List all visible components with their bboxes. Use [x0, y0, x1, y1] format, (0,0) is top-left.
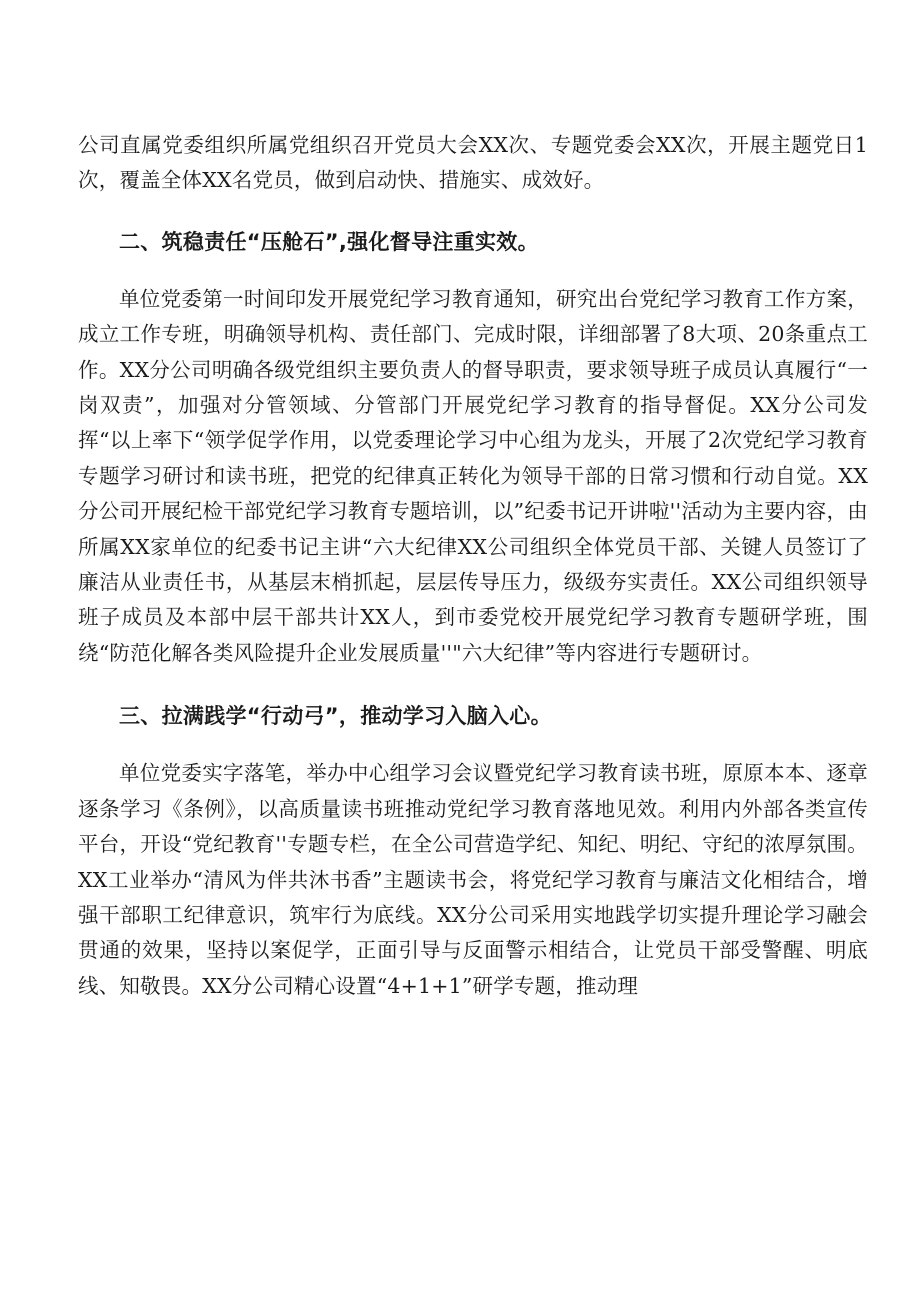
section-heading-3: 三、拉满践学“行动弓”，推动学习入脑入心。 [119, 704, 552, 729]
paragraph-2: 单位党委第一时间印发开展党纪学习教育通知，研究出台党纪学习教育工作方案，成立工作专班，明确领导机构、责任部门、完成时限，详细部署了8大项、20条重点工作。XX分公司明确各级党组织主要负责人的督导职责，要求领导班子成员认真履行“一岗双责”，加强对分管领域、分管部门开展党纪学习教育的指导督促。XX分公司发挥“以上率下“领学促学作用，以党委理论学习中心组为龙头，开展了2次党纪学习教育专题学习研讨和读书班，把党的纪律真正转化为领导干部的日常习惯和行动自觉。XX分公司开展纪检干部党纪学习教育专题培训，以”纪委书记开讲啦''活动为主要内容，由所属XX家单位的纪委书记主讲“六大纪律XX公司组织全体党员干部、关键人员签订了廉洁从业责任书，从基层末梢抓起，层层传导压力，级级夯实责任。XX公司组织领导班子成员及本部中层干部共计XX人，到市委党校开展党纪学习教育专题研学班，围绕“防范化解各类风险提升企业发展质量''"六大纪律”等内容进行专题研讨。 [78, 286, 868, 665]
document-page [78, 128, 868, 1004]
paragraph-3: 单位党委实字落笔，举办中心组学习会议暨党纪学习教育读书班，原原本本、逐章逐条学习《条例》，以高质量读书班推动党纪学习教育落地见效。利用内外部各类宣传平台，开设“党纪教育''专题专栏，在全公司营造学纪、知纪、明纪、守纪的浓厚氛围。XX工业举办“清风为伴共沐书香”主题读书会，将党纪学习教育与廉洁文化相结合，增强干部职工纪律意识，筑牢行为底线。XX分公司采用实地践学切实提升理论学习融会贯通的效果，坚持以案促学，正面引导与反面警示相结合，让党员干部受警醒、明底线、知敬畏。XX分公司精心设置“4+1+1”研学专题，推动理 [78, 761, 868, 998]
paragraph-1: 公司直属党委组织所属党组织召开党员大会XX次、专题党委会XX次，开展主题党日1次，覆盖全体XX名党员，做到启动快、措施实、成效好。 [78, 133, 868, 193]
section-heading-2: 二、筑稳责任“压舱石”,强化督导注重实效。 [119, 229, 539, 254]
